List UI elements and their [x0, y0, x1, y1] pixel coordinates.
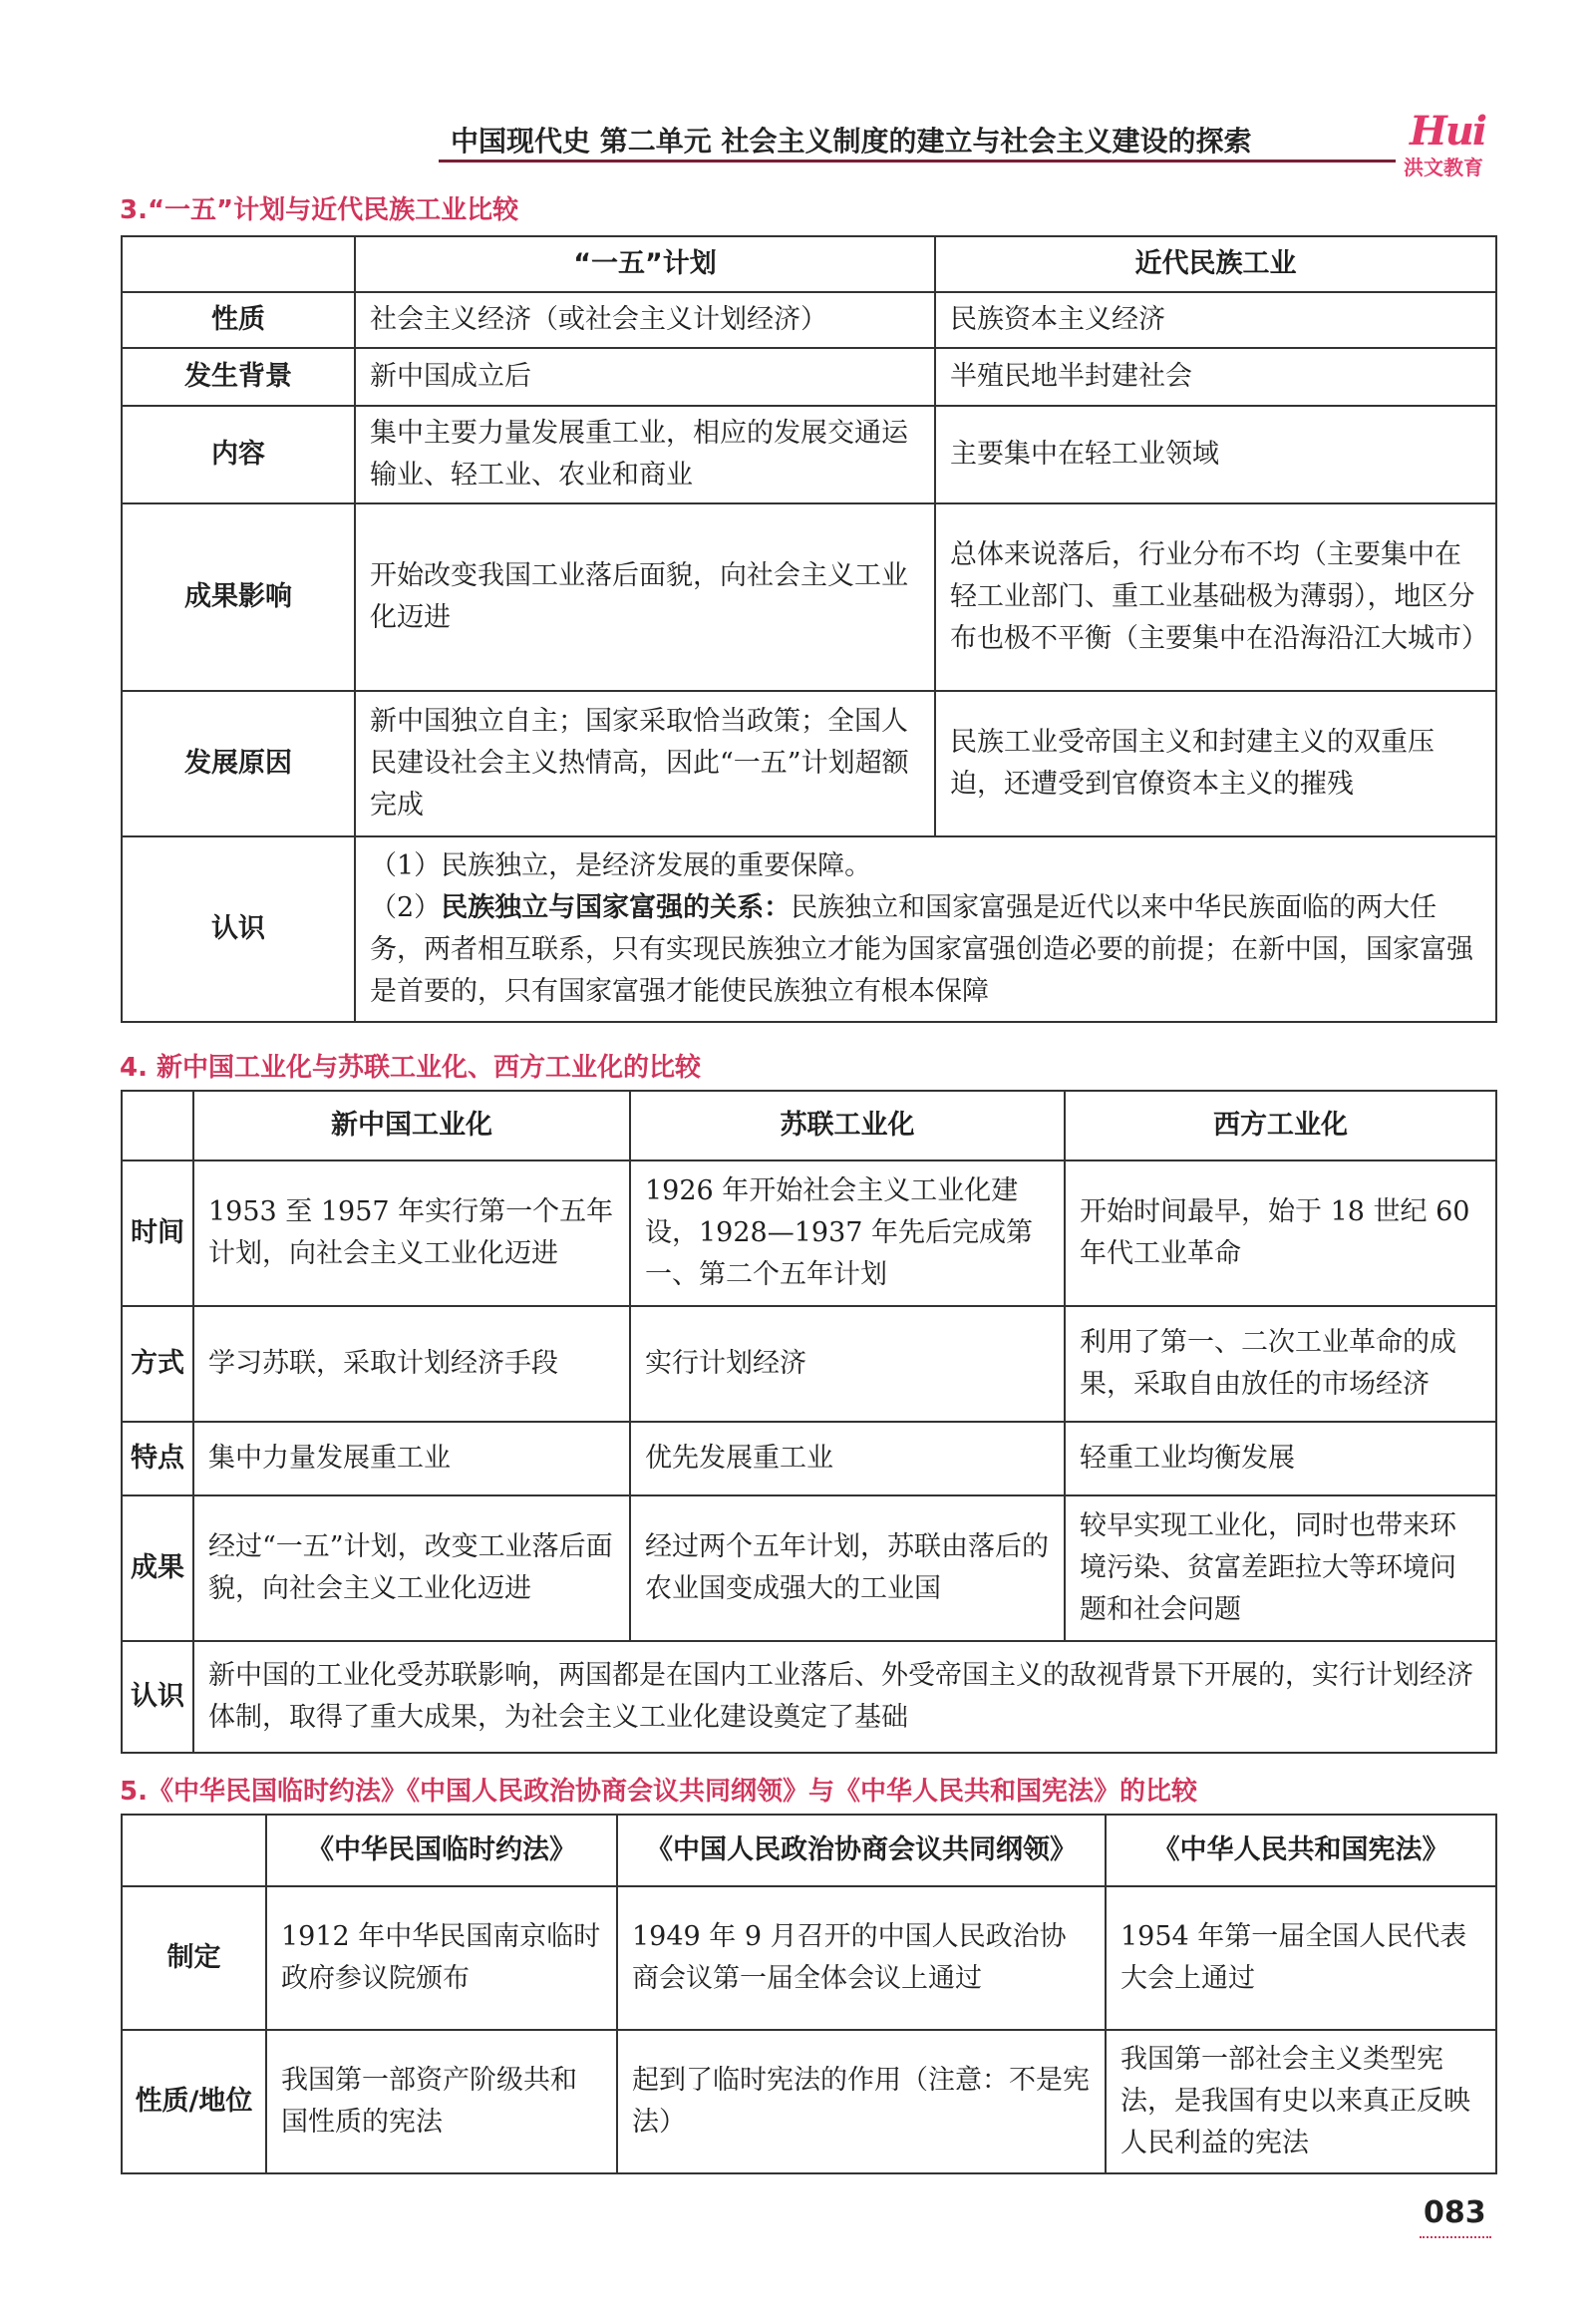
note-emphasis: 民族独立与国家富强的关系： [441, 892, 792, 923]
note-line-1: （1）民族独立，是经济发展的重要保障。 [370, 850, 872, 881]
row-label: 制定 [122, 1886, 266, 2030]
table-cell: 学习苏联，采取计划经济手段 [193, 1306, 630, 1422]
table-cell: 轻重工业均衡发展 [1065, 1422, 1496, 1495]
table-row [122, 1641, 1496, 1753]
section-4-title: 4. 新中国工业化与苏联工业化、西方工业化的比较 [120, 1053, 702, 1083]
table-row [122, 406, 1496, 503]
page-header [439, 108, 1495, 179]
page-number: 083 [1424, 2195, 1486, 2230]
table-cell: 集中力量发展重工业 [193, 1422, 630, 1495]
logo-mark: Hui [1410, 108, 1486, 155]
table-cell: 1926 年开始社会主义工业化建设，1928—1937 年先后完成第一、第二个五年计划 [630, 1160, 1065, 1306]
table-cell: 社会主义经济（或社会主义计划经济） [355, 292, 935, 348]
table-cell: 总体来说落后，行业分布不均（主要集中在轻工业部门、重工业基础极为薄弱），地区分布也极不平衡（主要集中在沿海沿江大城市） [935, 503, 1496, 691]
table-cell: 1953 至 1957 年实行第一个五年计划，向社会主义工业化迈进 [193, 1160, 630, 1306]
table-cell: 新中国独立自主；国家采取恰当政策；全国人民建设社会主义热情高，因此“一五”计划超额完成 [355, 691, 935, 836]
table-row [122, 503, 1496, 691]
table-row [122, 1495, 1496, 1641]
note-cell: 新中国的工业化受苏联影响，两国都是在国内工业落后、外受帝国主义的敌视背景下开展的，实行计划经济体制，取得了重大成果，为社会主义工业化建设奠定了基础 [193, 1641, 1496, 1753]
table-cell: 我国第一部社会主义类型宪法，是我国有史以来真正反映人民利益的宪法 [1106, 2030, 1496, 2173]
table-cell: 1954 年第一届全国人民代表大会上通过 [1106, 1886, 1496, 2030]
table-cell: 起到了临时宪法的作用（注意：不是宪法） [617, 2030, 1106, 2173]
logo-text: 洪文教育 [1404, 156, 1483, 179]
table-row [122, 292, 1496, 348]
column-header: 新中国工业化 [193, 1091, 630, 1160]
table-cell: 民族资本主义经济 [935, 292, 1496, 348]
table-cell: 经过“一五”计划，改变工业落后面貌，向社会主义工业化迈进 [193, 1495, 630, 1641]
table-row [122, 836, 1496, 1022]
row-label: 性质 [122, 292, 355, 348]
section-3-title: 3.“一五”计划与近代民族工业比较 [120, 195, 519, 225]
note-cell [355, 836, 1496, 1022]
row-label: 认识 [122, 1641, 193, 1753]
table-row [122, 691, 1496, 836]
column-header: 《中华人民共和国宪法》 [1106, 1815, 1496, 1886]
column-header [122, 236, 355, 292]
table-row [122, 2030, 1496, 2173]
table-cell: 开始改变我国工业落后面貌，向社会主义工业化迈进 [355, 503, 935, 691]
row-label: 内容 [122, 406, 355, 503]
table-cell: 我国第一部资产阶级共和国性质的宪法 [266, 2030, 617, 2173]
column-header [122, 1815, 266, 1886]
table-cell: 开始时间最早，始于 18 世纪 60 年代工业革命 [1065, 1160, 1496, 1306]
row-label: 特点 [122, 1422, 193, 1495]
table-cell: 经过两个五年计划，苏联由落后的农业国变成强大的工业国 [630, 1495, 1065, 1641]
table-row [122, 1422, 1496, 1495]
row-label: 性质/地位 [122, 2030, 266, 2173]
column-header: 苏联工业化 [630, 1091, 1065, 1160]
comparison-table-2 [121, 1090, 1497, 1754]
note-body: 民族独立和国家富强是近代以来中华民族面临的两大任务，两者相互联系，只有实现民族独立才能为国家富强创造必要的前提；在新中国，国家富强是首要的，只有国家富强才能使民族独立有根本保障 [370, 892, 1473, 1007]
column-header: “一五”计划 [355, 236, 935, 292]
table-header-row [122, 1091, 1496, 1160]
row-label: 时间 [122, 1160, 193, 1306]
section-5-title: 5.《中华民国临时约法》《中国人民政治协商会议共同纲领》与《中华人民共和国宪法》的比较 [120, 1777, 1197, 1807]
table-cell: 民族工业受帝国主义和封建主义的双重压迫，还遭受到官僚资本主义的摧残 [935, 691, 1496, 836]
table-cell: 半殖民地半封建社会 [935, 348, 1496, 406]
table-row [122, 1306, 1496, 1422]
table-row [122, 348, 1496, 406]
table-cell: 主要集中在轻工业领域 [935, 406, 1496, 503]
table-header-row [122, 236, 1496, 292]
comparison-table-1 [121, 235, 1497, 1023]
note-prefix: （2） [370, 892, 442, 923]
row-label: 发生背景 [122, 348, 355, 406]
table-cell: 利用了第一、二次工业革命的成果，采取自由放任的市场经济 [1065, 1306, 1496, 1422]
column-header: 《中国人民政治协商会议共同纲领》 [617, 1815, 1106, 1886]
row-label: 发展原因 [122, 691, 355, 836]
table-cell: 1912 年中华民国南京临时政府参议院颁布 [266, 1886, 617, 2030]
table-cell: 集中主要力量发展重工业，相应的发展交通运输业、轻工业、农业和商业 [355, 406, 935, 503]
page-number-underline [1420, 2236, 1491, 2238]
column-header: 近代民族工业 [935, 236, 1496, 292]
brand-logo [1402, 108, 1501, 177]
column-header: 《中华民国临时约法》 [266, 1815, 617, 1886]
row-label: 成果 [122, 1495, 193, 1641]
table-cell: 新中国成立后 [355, 348, 935, 406]
table-cell: 1949 年 9 月召开的中国人民政治协商会议第一届全体会议上通过 [617, 1886, 1106, 2030]
row-label: 成果影响 [122, 503, 355, 691]
table-cell: 优先发展重工业 [630, 1422, 1065, 1495]
table-cell: 较早实现工业化，同时也带来环境污染、贫富差距拉大等环境问题和社会问题 [1065, 1495, 1496, 1641]
note-line-2 [370, 887, 1481, 1013]
header-rule [439, 160, 1396, 163]
table-row [122, 1886, 1496, 2030]
row-label: 方式 [122, 1306, 193, 1422]
header-title: 中国现代史 第二单元 社会主义制度的建立与社会主义建设的探索 [451, 125, 1252, 158]
table-cell: 实行计划经济 [630, 1306, 1065, 1422]
table-header-row [122, 1815, 1496, 1886]
column-header [122, 1091, 193, 1160]
table-row [122, 1160, 1496, 1306]
row-label: 认识 [122, 836, 355, 1022]
column-header: 西方工业化 [1065, 1091, 1496, 1160]
comparison-table-3 [121, 1814, 1497, 2174]
